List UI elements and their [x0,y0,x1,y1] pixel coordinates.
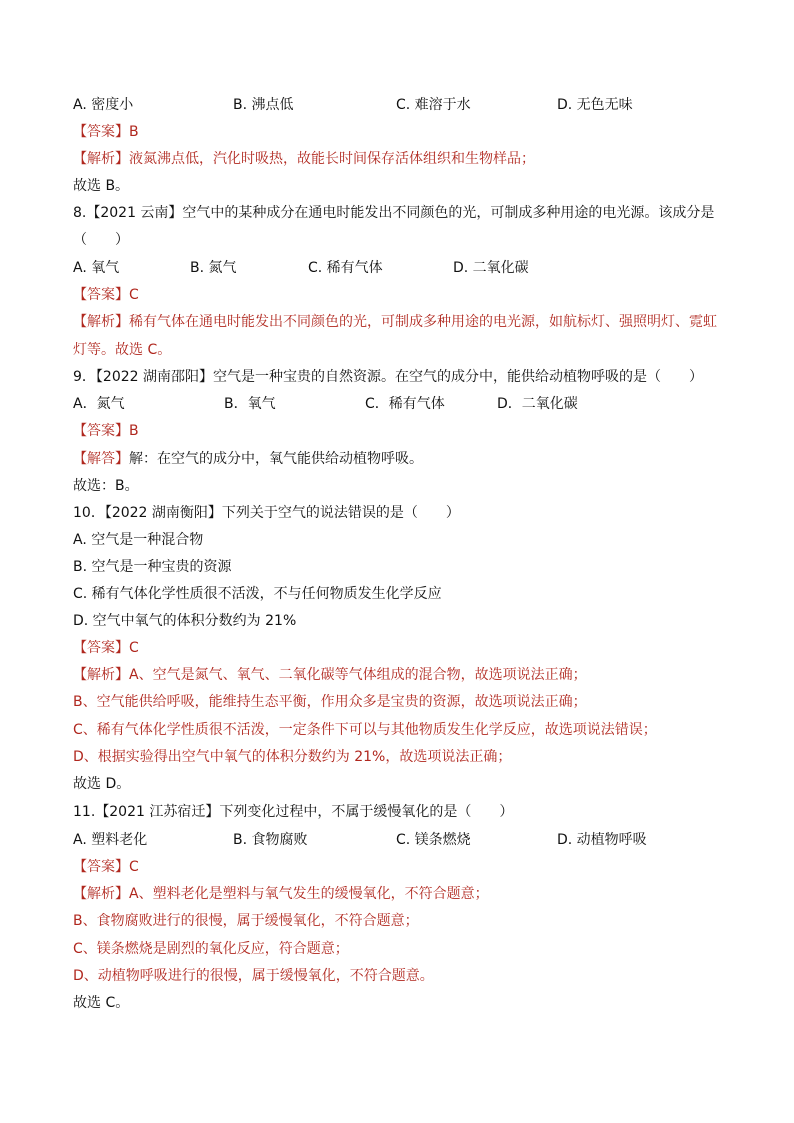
q7-option-d: D. 无色无味 [557,97,633,113]
q11-analysis-line: C、镁条燃烧是剧烈的氧化反应，符合题意； [73,941,349,957]
answer-value: B [129,423,139,439]
q9-option-c: C．稀有气体 [365,396,445,412]
answer-value: B [129,124,139,140]
q9-option-a: A．氮气 [73,396,125,412]
q10-analysis-line: D、根据实验得出空气中氧气的体积分数约为 21%，故选项说法正确； [73,749,512,765]
q8-analysis-cont: 灯等。故选 C。 [73,342,172,358]
answer-value: C [129,640,139,656]
analysis-text: 液氮沸点低，汽化时吸热，故能长时间保存活体组织和生物样品； [129,151,535,167]
q10-option-a: A. 空气是一种混合物 [73,532,204,548]
q7-answer [73,122,139,142]
analysis-tag: 【解析】 [73,314,129,330]
q7-analysis [73,149,535,169]
answer-value: C [129,287,139,303]
q11-option-c: C. 镁条燃烧 [396,832,471,848]
q11-stem: 11.【2021 江苏宿迁】下列变化过程中，不属于缓慢氧化的是（ ） [73,804,514,820]
q10-analysis [73,665,587,685]
q11-answer [73,857,139,877]
q11-conclusion: 故选 C。 [73,995,130,1011]
analysis-text: 解：在空气的成分中，氧气能供给动植物呼吸。 [129,451,423,467]
q11-option-b: B. 食物腐败 [233,832,308,848]
analysis-tag: 【解析】 [73,886,129,902]
q10-option-b: B. 空气是一种宝贵的资源 [73,559,232,575]
analysis-tag: 【解析】 [73,667,129,683]
q11-analysis [73,884,489,904]
q11-analysis-line: D、动植物呼吸进行的很慢，属于缓慢氧化，不符合题意。 [73,968,434,984]
answer-tag: 【答案】 [73,423,129,439]
answer-tag: 【答案】 [73,124,129,140]
q8-stem-bracket: （ ） [73,232,129,248]
q8-option-d: D. 二氧化碳 [453,260,529,276]
answer-tag: 【答案】 [73,640,129,656]
q8-analysis [73,312,717,332]
q7-option-b: B. 沸点低 [233,97,294,113]
q10-answer [73,638,139,658]
q10-conclusion: 故选 D。 [73,776,131,792]
analysis-text: 稀有气体在通电时能发出不同颜色的光，可制成多种用途的电光源，如航标灯、强照明灯、霓虹 [129,314,717,330]
q10-analysis-line: C、稀有气体化学性质很不活泼，一定条件下可以与其他物质发生化学反应，故选项说法错误； [73,722,657,738]
q8-option-c: C. 稀有气体 [308,260,383,276]
q8-option-b: B. 氮气 [190,260,237,276]
q8-stem: 8.【2021 云南】空气中的某种成分在通电时能发出不同颜色的光，可制成多种用途的电光源。该成分是 [73,205,715,221]
answer-tag: 【答案】 [73,287,129,303]
q7-option-c: C. 难溶于水 [396,97,471,113]
answer-tag: 【答案】 [73,859,129,875]
analysis-tag: 【解析】 [73,151,129,167]
analysis-text: A、塑料老化是塑料与氧气发生的缓慢氧化，不符合题意； [129,886,489,902]
q9-option-b: B．氧气 [224,396,276,412]
q10-stem: 10．【2022 湖南衡阳】下列关于空气的说法错误的是（ ） [73,505,460,521]
q11-option-a: A. 塑料老化 [73,832,148,848]
q7-option-a: A. 密度小 [73,97,134,113]
q9-option-d: D．二氧化碳 [497,396,578,412]
analysis-text: A、空气是氮气、氧气、二氧化碳等气体组成的混合物，故选项说法正确； [129,667,587,683]
q10-option-c: C. 稀有气体化学性质很不活泼，不与任何物质发生化学反应 [73,586,442,602]
q8-answer [73,285,139,305]
answer-value: C [129,859,139,875]
q10-option-d: D. 空气中氧气的体积分数约为 21% [73,613,297,629]
q11-analysis-line: B、食物腐败进行的很慢，属于缓慢氧化，不符合题意； [73,913,419,929]
analysis-tag: 【解答】 [73,451,129,467]
q10-analysis-line: B、空气能供给呼吸，能维持生态平衡，作用众多是宝贵的资源，故选项说法正确； [73,694,587,710]
q9-answer [73,421,139,441]
q9-conclusion: 故选：B。 [73,478,139,494]
q9-stem: 9．【2022 湖南邵阳】空气是一种宝贵的自然资源。在空气的成分中，能供给动植物呼吸的是（ ） [73,369,703,385]
q8-option-a: A. 氧气 [73,260,120,276]
q9-analysis [73,449,423,469]
q11-option-d: D. 动植物呼吸 [557,832,647,848]
q7-conclusion: 故选 B。 [73,178,130,194]
